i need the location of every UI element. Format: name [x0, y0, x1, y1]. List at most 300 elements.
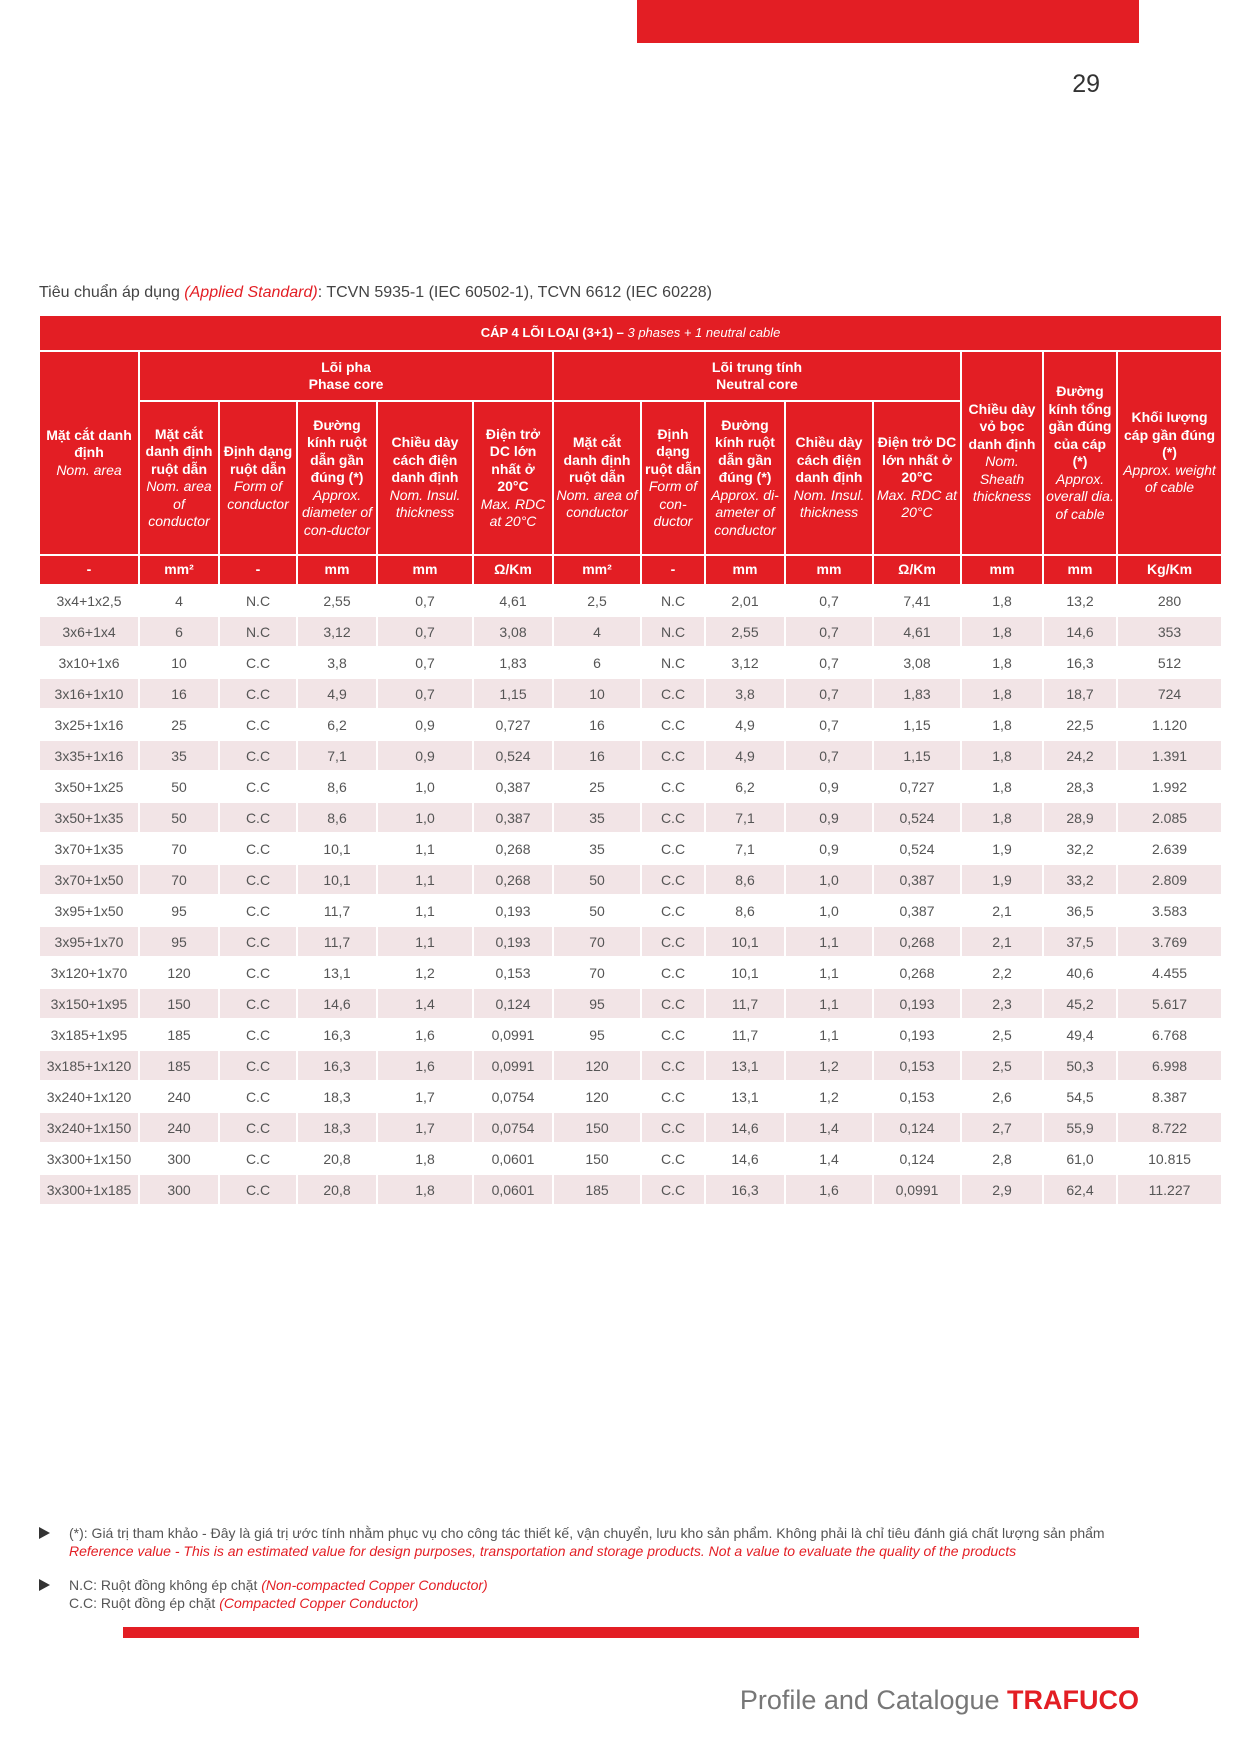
table-cell: 2,9	[961, 1174, 1043, 1205]
table-cell: 70	[553, 926, 641, 957]
table-cell: 2,8	[961, 1143, 1043, 1174]
table-cell: 11.227	[1117, 1174, 1222, 1205]
table-row	[39, 585, 1222, 616]
table-cell: 36,5	[1043, 895, 1117, 926]
table-cell: 0,268	[873, 957, 961, 988]
table-row	[39, 988, 1222, 1019]
table-cell: 3x70+1x35	[39, 833, 139, 864]
table-cell: 0,124	[873, 1112, 961, 1143]
table-cell: 70	[139, 833, 219, 864]
table-cell: 18,3	[297, 1081, 377, 1112]
table-cell: N.C	[219, 616, 297, 647]
table-cell: 8,6	[297, 771, 377, 802]
table-cell: 4	[139, 585, 219, 616]
table-cell: C.C	[641, 1050, 705, 1081]
table-cell: 18,7	[1043, 678, 1117, 709]
table-cell: 1,1	[785, 988, 873, 1019]
table-cell: 0,9	[785, 833, 873, 864]
table-cell: 1,8	[961, 678, 1043, 709]
table-cell: C.C	[219, 1112, 297, 1143]
table-cell: 1,2	[785, 1081, 873, 1112]
col-header-en: Nom. area of conductor	[556, 486, 638, 521]
table-cell: 14,6	[297, 988, 377, 1019]
table-row	[39, 740, 1222, 771]
table-cell: 0,7	[785, 585, 873, 616]
table-row	[39, 1050, 1222, 1081]
unit-cell: Ω/Km	[873, 555, 961, 585]
table-cell: 7,1	[297, 740, 377, 771]
table-cell: 0,7	[377, 647, 473, 678]
unit-cell: mm²	[553, 555, 641, 585]
table-cell: 1,1	[377, 864, 473, 895]
table-cell: 50	[553, 864, 641, 895]
table-cell: C.C	[219, 864, 297, 895]
table-cell: 1,9	[961, 864, 1043, 895]
table-cell: 185	[139, 1050, 219, 1081]
table-cell: 0,124	[873, 1143, 961, 1174]
col-header-vi: Chiều dày cách điện danh định	[391, 434, 459, 486]
col-header-nom-area	[39, 351, 139, 555]
table-cell: 1,15	[873, 709, 961, 740]
table-cell: 0,0601	[473, 1143, 553, 1174]
col-header-en: Approx. weight of cable	[1123, 461, 1216, 496]
table-row	[39, 895, 1222, 926]
table-cell: N.C	[641, 585, 705, 616]
table-cell: 512	[1117, 647, 1222, 678]
table-cell: 25	[139, 709, 219, 740]
table-cell: 28,3	[1043, 771, 1117, 802]
table-cell: 16,3	[297, 1050, 377, 1081]
table-body	[39, 585, 1222, 1205]
col-header-phase-area	[139, 401, 219, 555]
table-cell: 6	[139, 616, 219, 647]
table-cell: 280	[1117, 585, 1222, 616]
table-cell: 0,153	[873, 1050, 961, 1081]
applied-standard-suffix: : TCVN 5935-1 (IEC 60502-1), TCVN 6612 (IEC 60228)	[317, 284, 712, 301]
table-cell: 3x185+1x120	[39, 1050, 139, 1081]
col-header-en: Max. RDC at 20°C	[480, 495, 546, 529]
table-cell: 2,55	[297, 585, 377, 616]
table-row	[39, 678, 1222, 709]
footer-brand: TRAFUCO	[1007, 1685, 1139, 1715]
table-cell: 0,9	[377, 740, 473, 771]
col-header-neutral-resistance	[873, 401, 961, 555]
table-cell: 20,8	[297, 1143, 377, 1174]
table-cell: 2,2	[961, 957, 1043, 988]
table-cell: 1,8	[961, 616, 1043, 647]
table-cell: 10,1	[297, 833, 377, 864]
table-cell: 49,4	[1043, 1019, 1117, 1050]
col-header-en: Form of con-ductor	[648, 478, 698, 529]
unit-cell: mm²	[139, 555, 219, 585]
table-cell: 0,727	[873, 771, 961, 802]
table-cell: 0,268	[473, 864, 553, 895]
table-cell: 70	[139, 864, 219, 895]
table-cell: 3,8	[705, 678, 785, 709]
footnote-cc	[69, 1594, 1189, 1612]
table-cell: 11,7	[705, 988, 785, 1019]
table-cell: 7,41	[873, 585, 961, 616]
table-cell: 150	[139, 988, 219, 1019]
group-neutral-vi: Lõi trung tính	[711, 358, 803, 375]
table-head	[39, 316, 1222, 585]
table-cell: C.C	[641, 833, 705, 864]
col-header-vi: Mặt cắt danh định	[46, 426, 132, 461]
table-row	[39, 926, 1222, 957]
units-row	[39, 555, 1222, 585]
table-cell: 240	[139, 1081, 219, 1112]
footnote-cc-en: (Compacted Copper Conductor)	[219, 1595, 419, 1611]
table-cell: C.C	[641, 1081, 705, 1112]
col-header-vi: Điện trở DC lớn nhất ở 20°C	[485, 425, 541, 494]
table-cell: 353	[1117, 616, 1222, 647]
table-cell: 1,4	[377, 988, 473, 1019]
table-cell: 0,387	[873, 864, 961, 895]
table-cell: 95	[139, 895, 219, 926]
col-header-weight	[1117, 351, 1222, 555]
table-cell: C.C	[219, 988, 297, 1019]
table-cell: 1,6	[377, 1050, 473, 1081]
table-cell: 10,1	[705, 926, 785, 957]
table-cell: 22,5	[1043, 709, 1117, 740]
table-cell: C.C	[641, 957, 705, 988]
table-cell: 33,2	[1043, 864, 1117, 895]
applied-standard-prefix: Tiêu chuẩn áp dụng	[39, 284, 185, 301]
table-cell: 28,9	[1043, 802, 1117, 833]
col-header-vi: Chiều dày vỏ bọc danh định	[968, 400, 1036, 452]
table-cell: 0,524	[473, 740, 553, 771]
table-cell: 4,61	[473, 585, 553, 616]
table-cell: 40,6	[1043, 957, 1117, 988]
table-cell: 3x50+1x35	[39, 802, 139, 833]
table-cell: 2,5	[961, 1050, 1043, 1081]
table-cell: 2.085	[1117, 802, 1222, 833]
table-cell: 54,5	[1043, 1081, 1117, 1112]
table-cell: 1.992	[1117, 771, 1222, 802]
table-cell: N.C	[219, 585, 297, 616]
footnote-conductor-types	[39, 1576, 1189, 1612]
table-cell: 0,7	[377, 585, 473, 616]
table-cell: 0,7	[377, 616, 473, 647]
table-row	[39, 1019, 1222, 1050]
table-cell: 10,1	[297, 864, 377, 895]
table-cell: 7,1	[705, 833, 785, 864]
footnote-nc	[69, 1576, 1189, 1594]
table-cell: 8,6	[705, 895, 785, 926]
table-cell: 3x4+1x2,5	[39, 585, 139, 616]
table-cell: 1,0	[785, 895, 873, 926]
table-cell: 0,387	[473, 771, 553, 802]
table-cell: 1,4	[785, 1143, 873, 1174]
col-header-en: Nom. area	[56, 461, 122, 478]
table-cell: 4,61	[873, 616, 961, 647]
table-cell: 0,0601	[473, 1174, 553, 1205]
table-cell: 2,3	[961, 988, 1043, 1019]
unit-cell: Ω/Km	[473, 555, 553, 585]
col-header-vi: Đường kính tổng gần đúng của cáp (*)	[1048, 383, 1112, 469]
table-cell: 1,1	[377, 895, 473, 926]
table-cell: 1,6	[785, 1174, 873, 1205]
table-cell: C.C	[641, 678, 705, 709]
table-cell: 724	[1117, 678, 1222, 709]
col-header-en: Approx. diameter of con-ductor	[301, 486, 373, 538]
table-cell: 3x10+1x6	[39, 647, 139, 678]
table-cell: 300	[139, 1143, 219, 1174]
table-cell: 3,8	[297, 647, 377, 678]
unit-cell: mm	[1043, 555, 1117, 585]
table-cell: 11,7	[297, 926, 377, 957]
table-cell: 25	[553, 771, 641, 802]
table-cell: 1,6	[377, 1019, 473, 1050]
table-cell: C.C	[641, 988, 705, 1019]
table-cell: 1,8	[961, 740, 1043, 771]
col-header-en: Form of conductor	[227, 478, 289, 512]
table-cell: 1,7	[377, 1112, 473, 1143]
table-title-en: 3 phases + 1 neutral cable	[627, 325, 781, 341]
table-cell: 1,83	[873, 678, 961, 709]
bottom-red-bar	[123, 1627, 1139, 1638]
table-cell: 10.815	[1117, 1143, 1222, 1174]
table-cell: 0,727	[473, 709, 553, 740]
col-header-neutral-insulation	[785, 401, 873, 555]
table-cell: 0,7	[785, 678, 873, 709]
col-header-vi: Định dạng ruột dẫn	[645, 425, 701, 477]
col-header-en: Nom. Insul. thickness	[389, 486, 461, 521]
table-cell: 3x16+1x10	[39, 678, 139, 709]
table-cell: 1,8	[377, 1143, 473, 1174]
footnote-reference-value	[39, 1524, 1189, 1560]
table-cell: C.C	[219, 802, 297, 833]
table-cell: 1,8	[961, 647, 1043, 678]
col-header-vi: Mặt cắt danh định ruột dẫn	[145, 425, 213, 477]
table-cell: 16	[553, 740, 641, 771]
table-cell: 1.391	[1117, 740, 1222, 771]
table-cell: C.C	[219, 678, 297, 709]
table-cell: 6.998	[1117, 1050, 1222, 1081]
table-cell: 1.120	[1117, 709, 1222, 740]
table-cell: 0,0991	[473, 1050, 553, 1081]
table-cell: 95	[553, 988, 641, 1019]
table-cell: 8,6	[297, 802, 377, 833]
table-cell: 1,8	[961, 802, 1043, 833]
table-cell: 0,7	[377, 678, 473, 709]
table-cell: 1,4	[785, 1112, 873, 1143]
table-cell: 6.768	[1117, 1019, 1222, 1050]
table-cell: 1,83	[473, 647, 553, 678]
table-cell: 0,0754	[473, 1112, 553, 1143]
table-cell: C.C	[219, 1050, 297, 1081]
table-cell: 13,1	[705, 1081, 785, 1112]
table-cell: C.C	[219, 647, 297, 678]
table-cell: 6,2	[705, 771, 785, 802]
table-cell: 0,7	[785, 616, 873, 647]
table-cell: 3x50+1x25	[39, 771, 139, 802]
table-cell: C.C	[219, 1019, 297, 1050]
table-cell: 50	[553, 895, 641, 926]
table-cell: 16,3	[1043, 647, 1117, 678]
table-cell: 0,124	[473, 988, 553, 1019]
col-header-vi: Mặt cắt danh định ruột dẫn	[563, 434, 631, 486]
table-cell: C.C	[219, 709, 297, 740]
table-cell: 95	[553, 1019, 641, 1050]
table-cell: 14,6	[705, 1143, 785, 1174]
table-cell: 0,7	[785, 709, 873, 740]
table-cell: 300	[139, 1174, 219, 1205]
table-cell: 0,268	[473, 833, 553, 864]
table-cell: C.C	[219, 895, 297, 926]
col-header-vi: Định dạng ruột dẫn	[223, 443, 293, 477]
col-header-sheath-thickness	[961, 351, 1043, 555]
table-cell: C.C	[641, 926, 705, 957]
table-cell: 62,4	[1043, 1174, 1117, 1205]
table-cell: C.C	[219, 957, 297, 988]
table-cell: 1,2	[377, 957, 473, 988]
table-cell: 4,9	[705, 709, 785, 740]
group-phase-en: Phase core	[308, 376, 384, 392]
col-header-neutral-form	[641, 401, 705, 555]
table-cell: 0,0754	[473, 1081, 553, 1112]
table-cell: C.C	[641, 1019, 705, 1050]
triangle-bullet-icon	[39, 1579, 50, 1591]
table-cell: C.C	[219, 833, 297, 864]
table-cell: 5.617	[1117, 988, 1222, 1019]
table-cell: 95	[139, 926, 219, 957]
table-cell: 50	[139, 802, 219, 833]
footnote-nc-vi: N.C: Ruột đồng không ép chặt	[69, 1577, 262, 1593]
table-cell: 3x300+1x150	[39, 1143, 139, 1174]
table-cell: 3.583	[1117, 895, 1222, 926]
table-row	[39, 1112, 1222, 1143]
table-cell: 6	[553, 647, 641, 678]
col-header-vi: Đường kính ruột dẫn gần đúng (*)	[307, 416, 367, 486]
table-cell: 4.455	[1117, 957, 1222, 988]
table-cell: 0,193	[873, 1019, 961, 1050]
table-cell: 8.387	[1117, 1081, 1222, 1112]
table-cell: 0,9	[785, 771, 873, 802]
unit-cell: -	[219, 555, 297, 585]
group-neutral-en: Neutral core	[716, 376, 798, 392]
table-cell: 13,2	[1043, 585, 1117, 616]
table-cell: 3x185+1x95	[39, 1019, 139, 1050]
table-cell: 1,1	[785, 957, 873, 988]
table-cell: 70	[553, 957, 641, 988]
unit-cell: -	[39, 555, 139, 585]
table-cell: C.C	[641, 1174, 705, 1205]
table-cell: 0,7	[785, 740, 873, 771]
group-header-phase-core	[139, 351, 553, 401]
table-cell: C.C	[641, 802, 705, 833]
table-cell: 0,153	[473, 957, 553, 988]
table-cell: C.C	[219, 1174, 297, 1205]
table-cell: 20,8	[297, 1174, 377, 1205]
unit-cell: mm	[705, 555, 785, 585]
table-cell: 35	[553, 802, 641, 833]
table-cell: 1,1	[377, 926, 473, 957]
table-cell: 35	[139, 740, 219, 771]
table-cell: 1,0	[785, 864, 873, 895]
table-cell: 10	[553, 678, 641, 709]
table-cell: 50	[139, 771, 219, 802]
table-cell: 1,8	[961, 709, 1043, 740]
table-cell: 0,524	[873, 833, 961, 864]
table-cell: C.C	[219, 1143, 297, 1174]
table-cell: 0,0991	[873, 1174, 961, 1205]
table-cell: 0,9	[785, 802, 873, 833]
table-cell: 0,268	[873, 926, 961, 957]
table-cell: 0,153	[873, 1081, 961, 1112]
table-cell: C.C	[219, 1081, 297, 1112]
table-cell: C.C	[641, 709, 705, 740]
footer	[600, 1685, 1139, 1716]
table-cell: 150	[553, 1112, 641, 1143]
table-cell: 0,387	[873, 895, 961, 926]
unit-cell: Kg/Km	[1117, 555, 1222, 585]
table-cell: 0,9	[377, 709, 473, 740]
table-cell: 50,3	[1043, 1050, 1117, 1081]
col-header-en: Nom. area of conductor	[146, 478, 212, 529]
table-cell: 3x6+1x4	[39, 616, 139, 647]
footnote-cc-vi: C.C: Ruột đồng ép chặt	[69, 1595, 220, 1611]
table-cell: 2,7	[961, 1112, 1043, 1143]
table-cell: 10,1	[705, 957, 785, 988]
unit-cell: mm	[377, 555, 473, 585]
applied-standard-en: (Applied Standard)	[184, 284, 318, 301]
table-title	[39, 316, 1222, 351]
applied-standard	[39, 284, 712, 302]
table-cell: 150	[553, 1143, 641, 1174]
table-cell: 3x70+1x50	[39, 864, 139, 895]
table-cell: 3x300+1x185	[39, 1174, 139, 1205]
table-cell: 13,1	[705, 1050, 785, 1081]
table-cell: 3x35+1x16	[39, 740, 139, 771]
page-number: 29	[1072, 70, 1100, 98]
footer-text: Profile and Catalogue	[739, 1685, 1008, 1715]
table-cell: 1,1	[377, 833, 473, 864]
table-cell: 3x25+1x16	[39, 709, 139, 740]
table-cell: 185	[139, 1019, 219, 1050]
table-cell: 2,6	[961, 1081, 1043, 1112]
table-cell: 120	[553, 1081, 641, 1112]
table-cell: 1,15	[873, 740, 961, 771]
table-cell: 3x95+1x50	[39, 895, 139, 926]
table-cell: 1,7	[377, 1081, 473, 1112]
table-cell: 2.809	[1117, 864, 1222, 895]
col-header-vi: Chiều dày cách điện danh định	[795, 434, 863, 486]
col-header-en: Nom. Sheath thickness	[972, 453, 1032, 504]
table-cell: 16,3	[297, 1019, 377, 1050]
table-cell: 2,5	[553, 585, 641, 616]
table-cell: 2.639	[1117, 833, 1222, 864]
table-cell: N.C	[641, 616, 705, 647]
col-header-vi: Khối lượng cáp gần đúng (*)	[1124, 409, 1216, 461]
footnotes	[39, 1524, 1189, 1628]
table-cell: C.C	[219, 740, 297, 771]
table-cell: 0,524	[873, 802, 961, 833]
table-cell: C.C	[641, 895, 705, 926]
table-cell: 14,6	[1043, 616, 1117, 647]
table-row	[39, 771, 1222, 802]
table-cell: 1,8	[961, 585, 1043, 616]
table-cell: 55,9	[1043, 1112, 1117, 1143]
table-cell: 120	[553, 1050, 641, 1081]
table-cell: 3x120+1x70	[39, 957, 139, 988]
col-header-neutral-area	[553, 401, 641, 555]
table-cell: 1,1	[785, 1019, 873, 1050]
table-cell: 35	[553, 833, 641, 864]
table-row	[39, 802, 1222, 833]
group-phase-vi: Lõi pha	[321, 358, 371, 375]
table-cell: 2,1	[961, 926, 1043, 957]
